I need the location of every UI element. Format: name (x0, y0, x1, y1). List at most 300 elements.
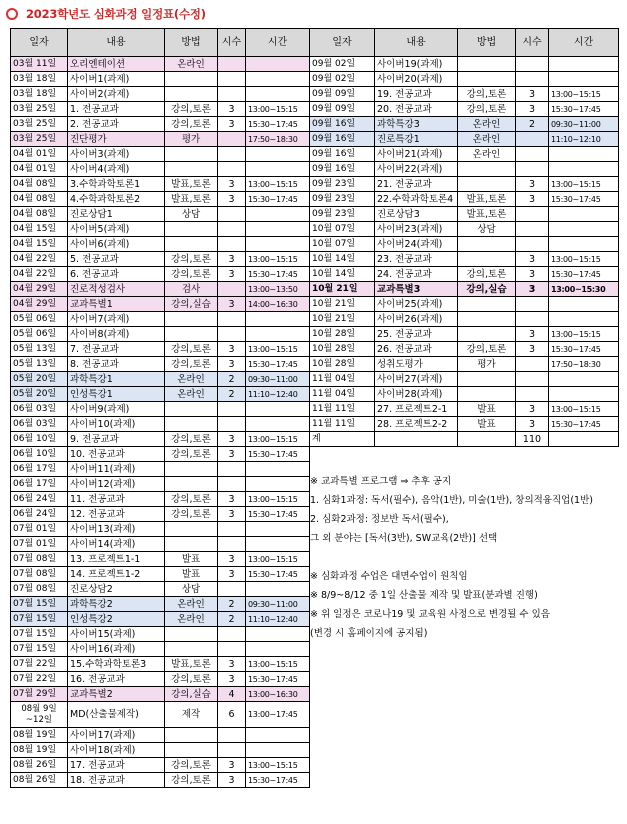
cell-date: 11월 11일 (310, 402, 375, 417)
cell-method: 강의,토론 (165, 267, 218, 282)
cell-date: 06월 10일 (11, 447, 68, 462)
table-row (11, 522, 310, 537)
cell-hours: 4 (218, 687, 246, 702)
table-row (310, 417, 619, 432)
table-row (11, 147, 310, 162)
cell-time: 13:00~15:30 (549, 282, 619, 297)
cell-date: 09월 09일 (310, 87, 375, 102)
cell-hours (218, 477, 246, 492)
cell-method (165, 237, 218, 252)
cell-date: 03월 25일 (11, 102, 68, 117)
cell-hours: 3 (516, 87, 549, 102)
cell-content: 교과특별2 (68, 687, 165, 702)
cell-time (246, 477, 310, 492)
cell-date: 07월 22일 (11, 672, 68, 687)
table-row (310, 372, 619, 387)
cell-hours: 3 (218, 432, 246, 447)
cell-date: 09월 02일 (310, 57, 375, 72)
cell-time: 09:30~11:00 (246, 597, 310, 612)
cell-hours: 3 (218, 758, 246, 773)
cell-content: 2. 전공교과 (68, 117, 165, 132)
cell-time (549, 237, 619, 252)
cell-content: 사이버26(과제) (375, 312, 458, 327)
cell-method: 강의,실습 (165, 297, 218, 312)
cell-method: 온라인 (165, 372, 218, 387)
table-row (11, 687, 310, 702)
cell-method (165, 627, 218, 642)
cell-method: 강의,토론 (165, 507, 218, 522)
cell-hours (218, 402, 246, 417)
cell-time: 13:00~16:30 (246, 687, 310, 702)
cell-method: 강의,토론 (165, 492, 218, 507)
cell-hours (516, 372, 549, 387)
cell-time: 13:00~15:15 (246, 432, 310, 447)
table-row (310, 117, 619, 132)
table-row (11, 327, 310, 342)
table-row (310, 222, 619, 237)
cell-time (549, 387, 619, 402)
header-row (11, 29, 310, 57)
table-row (11, 567, 310, 582)
cell-hours: 3 (218, 672, 246, 687)
cell-method (458, 297, 516, 312)
table-row (11, 267, 310, 282)
cell-time: 17:50~18:30 (246, 132, 310, 147)
header-content: 내용 (375, 29, 458, 57)
table-row (11, 57, 310, 72)
table-row (310, 192, 619, 207)
cell-time: 13:00~15:15 (246, 342, 310, 357)
cell-content: 과학특강1 (68, 372, 165, 387)
cell-time: 13:00~17:45 (246, 702, 310, 728)
cell-hours: 3 (218, 192, 246, 207)
cell-date: 04월 08일 (11, 177, 68, 192)
cell-hours (218, 162, 246, 177)
cell-method (458, 387, 516, 402)
cell-hours: 3 (218, 447, 246, 462)
cell-method (165, 537, 218, 552)
table-row (11, 702, 310, 728)
cell-method: 강의,토론 (165, 102, 218, 117)
cell-time: 15:30~17:45 (549, 342, 619, 357)
cell-content: 진로적성검사 (68, 282, 165, 297)
table-row (11, 207, 310, 222)
cell-time: 09:30~11:00 (549, 117, 619, 132)
table-row (11, 507, 310, 522)
table-row (11, 417, 310, 432)
cell-content: 6. 전공교과 (68, 267, 165, 282)
header-method: 방법 (458, 29, 516, 57)
cell-time (246, 537, 310, 552)
cell-hours: 3 (218, 507, 246, 522)
cell-hours (218, 642, 246, 657)
cell-content: 15.수학과학토론3 (68, 657, 165, 672)
cell-time (549, 207, 619, 222)
cell-hours: 3 (218, 342, 246, 357)
cell-content: 사이버24(과제) (375, 237, 458, 252)
cell-method (165, 728, 218, 743)
table-row (310, 252, 619, 267)
cell-date: 04월 22일 (11, 252, 68, 267)
cell-content: 사이버13(과제) (68, 522, 165, 537)
table-row (11, 222, 310, 237)
cell-method (458, 372, 516, 387)
cell-method (165, 522, 218, 537)
cell-content: 사이버25(과제) (375, 297, 458, 312)
cell-method: 상담 (165, 207, 218, 222)
cell-method: 강의,토론 (165, 117, 218, 132)
cell-time (246, 207, 310, 222)
table-row (310, 207, 619, 222)
cell-hours: 3 (516, 402, 549, 417)
cell-date: 09월 16일 (310, 132, 375, 147)
cell-hours (218, 207, 246, 222)
cell-method: 발표,토론 (165, 657, 218, 672)
table-row (310, 297, 619, 312)
cell-content: 14. 프로젝트1-2 (68, 567, 165, 582)
cell-time: 11:10~12:40 (246, 387, 310, 402)
cell-content: 사이버12(과제) (68, 477, 165, 492)
header-time: 시간 (246, 29, 310, 57)
table-row (11, 177, 310, 192)
cell-time: 15:30~17:45 (246, 567, 310, 582)
cell-hours: 3 (218, 552, 246, 567)
cell-method: 상담 (458, 222, 516, 237)
cell-hours: 3 (516, 327, 549, 342)
cell-content: 사이버22(과제) (375, 162, 458, 177)
cell-time: 13:00~15:15 (549, 327, 619, 342)
cell-method: 강의,토론 (458, 102, 516, 117)
header-hours: 시수 (218, 29, 246, 57)
cell-date: 09월 23일 (310, 207, 375, 222)
cell-hours: 3 (516, 252, 549, 267)
cell-date: 06월 17일 (11, 462, 68, 477)
cell-hours: 3 (516, 267, 549, 282)
cell-method: 강의,실습 (458, 282, 516, 297)
cell-time (246, 237, 310, 252)
cell-content: 1. 전공교과 (68, 102, 165, 117)
cell-hours: 3 (218, 773, 246, 788)
cell-time: 14:00~16:30 (246, 297, 310, 312)
notes-section (310, 472, 622, 643)
cell-content: 19. 전공교과 (375, 87, 458, 102)
cell-content: 11. 전공교과 (68, 492, 165, 507)
note-line: ※ 8/9~8/12 중 1일 산출물 제작 및 발표(분과별 진행) (310, 590, 538, 601)
cell-time (246, 222, 310, 237)
cell-method: 온라인 (165, 387, 218, 402)
table-row (11, 612, 310, 627)
cell-date: 08월 26일 (11, 758, 68, 773)
table-row (310, 102, 619, 117)
cell-date: 03월 18일 (11, 87, 68, 102)
cell-content: 16. 전공교과 (68, 672, 165, 687)
cell-hours (516, 297, 549, 312)
cell-content: 25. 전공교과 (375, 327, 458, 342)
cell-content: 사이버18(과제) (68, 743, 165, 758)
cell-time: 11:10~12:10 (549, 132, 619, 147)
cell-content: 과학특강2 (68, 597, 165, 612)
cell-hours (218, 312, 246, 327)
cell-method: 온라인 (165, 597, 218, 612)
cell-time (549, 222, 619, 237)
cell-hours (516, 207, 549, 222)
cell-time: 15:30~17:45 (246, 447, 310, 462)
cell-content: 진단평가 (68, 132, 165, 147)
cell-method: 발표 (458, 417, 516, 432)
cell-hours: 3 (516, 192, 549, 207)
table-row (11, 87, 310, 102)
cell-hours: 3 (218, 567, 246, 582)
table-row (11, 432, 310, 447)
cell-date: 07월 01일 (11, 522, 68, 537)
cell-date: 05월 13일 (11, 357, 68, 372)
cell-content: 사이버15(과제) (68, 627, 165, 642)
cell-method (165, 327, 218, 342)
table-row (310, 387, 619, 402)
cell-content: 사이버10(과제) (68, 417, 165, 432)
cell-content: 23. 전공교과 (375, 252, 458, 267)
cell-method: 강의,토론 (458, 87, 516, 102)
cell-date: 10월 14일 (310, 252, 375, 267)
cell-content: 사이버3(과제) (68, 147, 165, 162)
cell-method (165, 87, 218, 102)
cell-date: 04월 08일 (11, 192, 68, 207)
cell-hours (516, 132, 549, 147)
cell-hours (218, 147, 246, 162)
table-row (310, 177, 619, 192)
table-row (11, 597, 310, 612)
cell-time (246, 728, 310, 743)
cell-content: 사이버2(과제) (68, 87, 165, 102)
cell-method (165, 147, 218, 162)
cell-method: 강의,실습 (165, 687, 218, 702)
cell-content: 과학특강3 (375, 117, 458, 132)
table-row (11, 162, 310, 177)
table-row (310, 267, 619, 282)
cell-time (246, 522, 310, 537)
table-row (11, 282, 310, 297)
cell-method: 검사 (165, 282, 218, 297)
cell-time (246, 417, 310, 432)
cell-date: 11월 04일 (310, 372, 375, 387)
table-row (310, 57, 619, 72)
cell-date: 09월 16일 (310, 117, 375, 132)
cell-method (165, 642, 218, 657)
cell-date: 07월 08일 (11, 582, 68, 597)
cell-time (549, 297, 619, 312)
cell-hours: 2 (218, 387, 246, 402)
cell-hours (516, 147, 549, 162)
cell-content: 18. 전공교과 (68, 773, 165, 788)
cell-method: 발표,토론 (165, 192, 218, 207)
cell-hours: 110 (516, 432, 549, 447)
cell-content: 오리엔테이션 (68, 57, 165, 72)
cell-date: 09월 16일 (310, 147, 375, 162)
cell-content: 사이버28(과제) (375, 387, 458, 402)
cell-date: 03월 18일 (11, 72, 68, 87)
cell-content: 사이버6(과제) (68, 237, 165, 252)
cell-time (246, 462, 310, 477)
table-row (11, 72, 310, 87)
cell-date: 04월 15일 (11, 237, 68, 252)
cell-date: 07월 08일 (11, 567, 68, 582)
cell-content: 5. 전공교과 (68, 252, 165, 267)
cell-hours (218, 132, 246, 147)
cell-time (246, 87, 310, 102)
cell-time (246, 642, 310, 657)
cell-time: 15:30~17:45 (246, 192, 310, 207)
table-row (11, 237, 310, 252)
cell-hours: 3 (516, 177, 549, 192)
cell-method (165, 72, 218, 87)
table-row (11, 387, 310, 402)
table-row (310, 72, 619, 87)
cell-content: 12. 전공교과 (68, 507, 165, 522)
cell-method (458, 162, 516, 177)
note-line: 1. 심화1과정: 독서(필수), 음악(1반), 미술(1반), 창의적융직업(1반) (310, 495, 593, 506)
cell-method (165, 462, 218, 477)
note-line: ※ 심화과정 수업은 대면수업이 원칙임 (310, 571, 468, 582)
table-row (11, 582, 310, 597)
cell-hours: 3 (516, 282, 549, 297)
cell-time (246, 312, 310, 327)
cell-time (549, 57, 619, 72)
cell-method: 발표 (165, 567, 218, 582)
note-line: 2. 심화2과정: 정보반 독서(필수), (310, 514, 449, 525)
cell-date: 11월 04일 (310, 387, 375, 402)
table-row (11, 447, 310, 462)
cell-method (458, 237, 516, 252)
cell-content: 17. 전공교과 (68, 758, 165, 773)
cell-time: 13:00~15:15 (549, 177, 619, 192)
cell-time (549, 162, 619, 177)
cell-content: 교과특별3 (375, 282, 458, 297)
cell-date: 08월 19일 (11, 743, 68, 758)
cell-time: 15:30~17:45 (246, 267, 310, 282)
cell-content (375, 432, 458, 447)
cell-content: 사이버9(과제) (68, 402, 165, 417)
cell-time: 15:30~17:45 (549, 192, 619, 207)
header-date: 일자 (11, 29, 68, 57)
cell-time: 15:30~17:45 (246, 117, 310, 132)
cell-content: 사이버5(과제) (68, 222, 165, 237)
cell-content: 사이버14(과제) (68, 537, 165, 552)
cell-time: 13:00~15:15 (246, 252, 310, 267)
cell-time: 13:00~15:15 (549, 87, 619, 102)
cell-time (549, 147, 619, 162)
cell-method: 강의,토론 (165, 447, 218, 462)
cell-hours: 3 (218, 177, 246, 192)
cell-hours (218, 462, 246, 477)
cell-hours: 3 (218, 357, 246, 372)
cell-method: 강의,토론 (165, 672, 218, 687)
cell-hours: 2 (516, 117, 549, 132)
table-row (11, 402, 310, 417)
cell-hours (218, 327, 246, 342)
cell-time: 13:00~15:15 (246, 177, 310, 192)
cell-time: 15:30~17:45 (246, 507, 310, 522)
table-row (310, 327, 619, 342)
cell-date: 11월 11일 (310, 417, 375, 432)
cell-date: 04월 15일 (11, 222, 68, 237)
cell-date: 04월 01일 (11, 162, 68, 177)
header-hours: 시수 (516, 29, 549, 57)
cell-method: 온라인 (165, 57, 218, 72)
note-line: ※ 위 일정은 코로나19 및 교육원 사정으로 변경될 수 있음 (310, 609, 550, 620)
cell-time: 13:00~15:15 (246, 552, 310, 567)
cell-time: 15:30~17:45 (246, 672, 310, 687)
table-row (11, 642, 310, 657)
cell-date: 07월 15일 (11, 597, 68, 612)
cell-method: 강의,토론 (165, 758, 218, 773)
cell-time: 11:10~12:40 (246, 612, 310, 627)
cell-method (165, 417, 218, 432)
cell-method: 발표 (165, 552, 218, 567)
cell-hours: 3 (218, 117, 246, 132)
cell-method (165, 162, 218, 177)
cell-date: 06월 03일 (11, 417, 68, 432)
header-row (310, 29, 619, 57)
cell-method: 평가 (458, 357, 516, 372)
cell-content: 인성특강1 (68, 387, 165, 402)
cell-time: 15:30~17:45 (246, 773, 310, 788)
cell-method: 강의,토론 (458, 267, 516, 282)
cell-date: 10월 28일 (310, 357, 375, 372)
note-line: ※ 교과특별 프로그램 ⇒ 추후 공지 (310, 476, 452, 487)
cell-date: 10월 28일 (310, 327, 375, 342)
cell-time (549, 312, 619, 327)
cell-hours (516, 72, 549, 87)
cell-content: 사이버19(과제) (375, 57, 458, 72)
cell-time: 15:30~17:45 (549, 267, 619, 282)
cell-method: 발표,토론 (165, 177, 218, 192)
cell-time: 15:30~17:45 (549, 417, 619, 432)
cell-content: 사이버16(과제) (68, 642, 165, 657)
cell-hours (516, 222, 549, 237)
cell-hours (218, 57, 246, 72)
cell-method: 온라인 (458, 147, 516, 162)
cell-hours: 3 (218, 102, 246, 117)
cell-time (246, 162, 310, 177)
cell-hours (218, 743, 246, 758)
cell-content: 24. 전공교과 (375, 267, 458, 282)
cell-hours (218, 728, 246, 743)
cell-method: 발표 (458, 402, 516, 417)
cell-method: 강의,토론 (165, 357, 218, 372)
cell-date: 04월 29일 (11, 297, 68, 312)
cell-hours (218, 582, 246, 597)
table-row (310, 357, 619, 372)
cell-date: 04월 22일 (11, 267, 68, 282)
cell-date: 07월 15일 (11, 642, 68, 657)
cell-time (549, 72, 619, 87)
cell-method (165, 477, 218, 492)
cell-content: 진로상담1 (68, 207, 165, 222)
cell-hours (218, 537, 246, 552)
cell-method (165, 312, 218, 327)
header-method: 방법 (165, 29, 218, 57)
table-row (11, 252, 310, 267)
table-row (11, 102, 310, 117)
cell-method: 온라인 (165, 612, 218, 627)
cell-date: 04월 29일 (11, 282, 68, 297)
cell-content: 3.수학과학토론1 (68, 177, 165, 192)
cell-method (165, 402, 218, 417)
cell-date: 08월 26일 (11, 773, 68, 788)
cell-method (458, 177, 516, 192)
cell-content: 26. 전공교과 (375, 342, 458, 357)
cell-time (246, 402, 310, 417)
